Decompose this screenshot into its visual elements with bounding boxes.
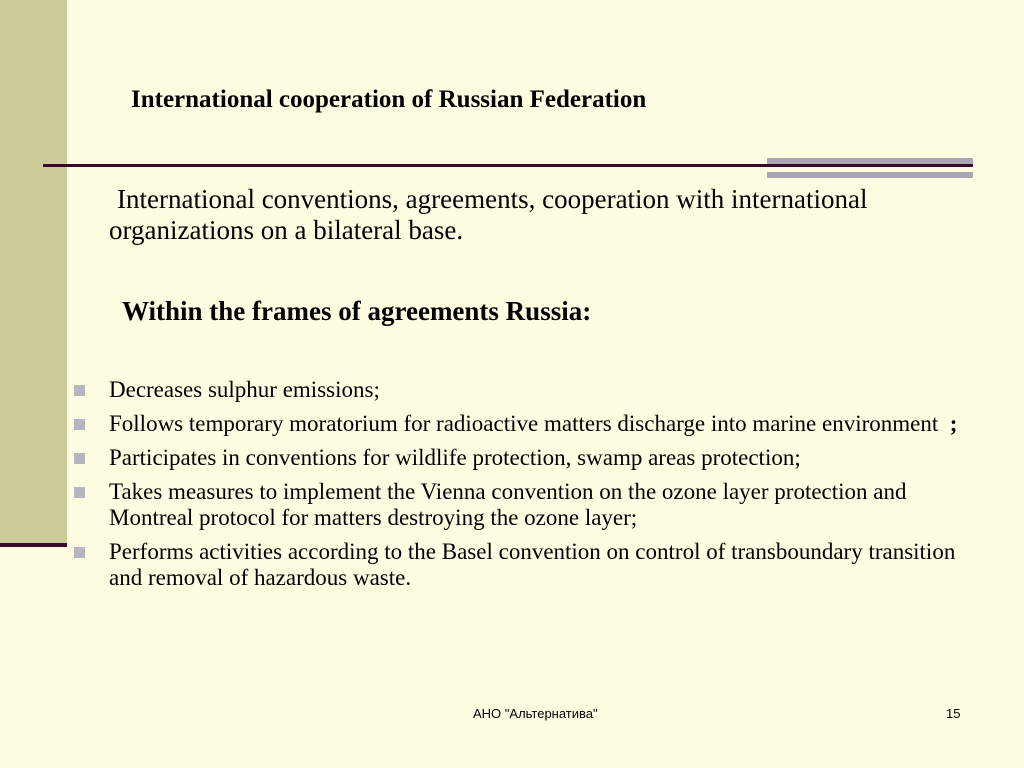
page-number: 15	[946, 706, 961, 721]
square-bullet-icon	[74, 453, 85, 464]
intro-paragraph: International conventions, agreements, cooperation with international organizations on a bilateral base.	[109, 184, 868, 245]
left-decorative-bar	[0, 0, 67, 545]
left-bar-underline	[0, 543, 67, 547]
square-bullet-icon	[74, 547, 85, 558]
title-rule-accent-bottom	[767, 172, 973, 178]
bullet-list	[72, 377, 992, 599]
bullet-text: Follows temporary moratorium for radioactive matters discharge into marine environment	[109, 411, 950, 436]
square-bullet-icon	[74, 487, 85, 498]
bullet-text: Takes measures to implement the Vienna convention on the ozone layer protection and Montreal protocol for matters destroying the ozone layer;	[109, 479, 907, 530]
footer-organization: АНО "Альтернатива"	[473, 706, 598, 721]
bullet-text: Participates in conventions for wildlife protection, swamp areas protection;	[109, 445, 801, 470]
title-rule	[43, 164, 973, 167]
square-bullet-icon	[74, 385, 85, 396]
bullet-item	[72, 539, 992, 591]
bullet-item	[72, 411, 992, 437]
bullet-item	[72, 445, 992, 471]
square-bullet-icon	[74, 419, 85, 430]
slide-title: International cooperation of Russian Federation	[131, 86, 647, 113]
bullet-suffix: ;	[949, 411, 958, 436]
bullet-text: Decreases sulphur emissions;	[109, 377, 380, 402]
bullet-text: Performs activities according to the Basel convention on control of transboundary transition and removal of hazardous waste.	[109, 539, 956, 590]
bullet-item	[72, 479, 992, 531]
bullet-item	[72, 377, 992, 403]
subheading: Within the frames of agreements Russia:	[122, 296, 592, 326]
